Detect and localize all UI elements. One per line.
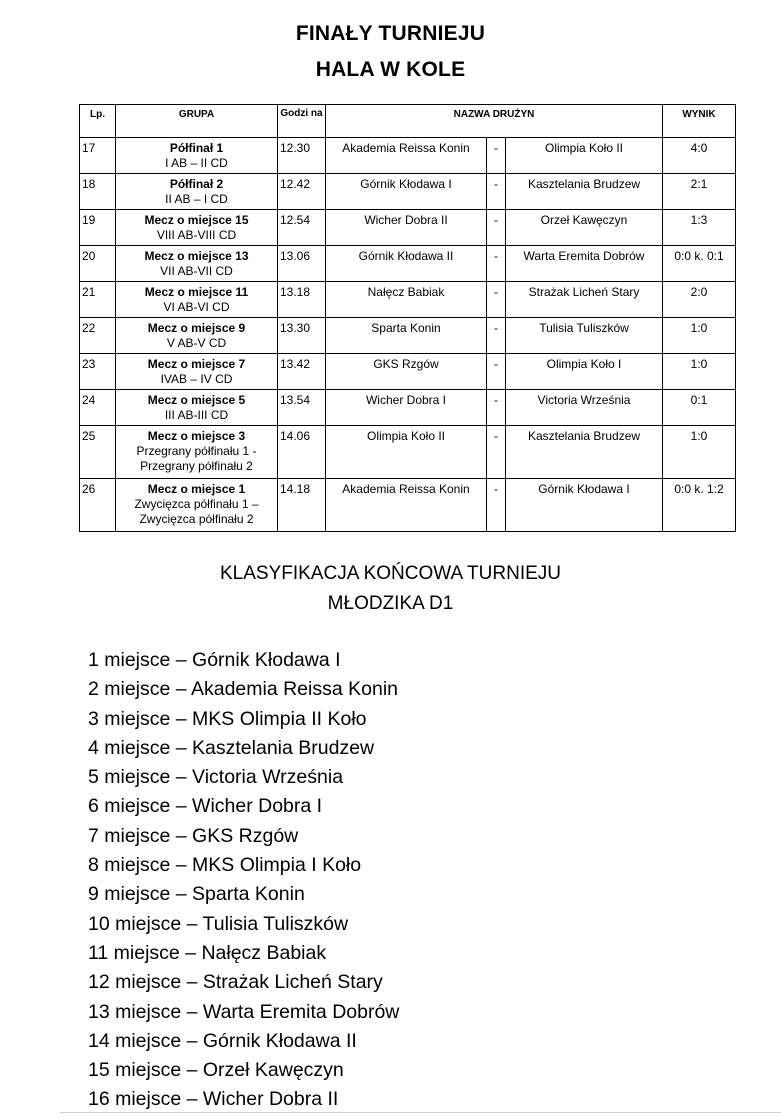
group-name: Mecz o miejsce 9 [147, 321, 246, 335]
header-grupa: GRUPA [116, 105, 278, 138]
row-number: 24 [80, 390, 116, 426]
standings-item: 10 miejsce – Tulisia Tuliszków [88, 912, 349, 935]
row-number: 22 [80, 318, 116, 354]
row-result: 0:0 k. 0:1 [663, 246, 736, 282]
row-result: 1:0 [663, 354, 736, 390]
header-lp: Lp. [80, 105, 116, 138]
classification-subtitle: MŁODZIKA D1 [327, 593, 454, 614]
row-team-away: Kasztelania Brudzew [506, 174, 663, 210]
row-team-home: Olimpia Koło II [326, 426, 487, 479]
page-edge-divider [60, 1112, 781, 1113]
standings-item: 5 miejsce – Victoria Września [88, 766, 344, 789]
row-time: 14.18 [278, 479, 326, 532]
row-number: 25 [80, 426, 116, 479]
group-name: Mecz o miejsce 11 [144, 285, 249, 299]
group-pairing: IVAB – IV CD [160, 372, 233, 386]
row-team-home: Nałęcz Babiak [326, 282, 487, 318]
row-team-home: Górnik Kłodawa II [326, 246, 487, 282]
group-name: Mecz o miejsce 3 [147, 429, 246, 443]
row-time: 13.18 [278, 282, 326, 318]
row-team-away: Górnik Kłodawa I [506, 479, 663, 532]
group-name: Mecz o miejsce 13 [144, 249, 249, 263]
standings-item: 11 miejsce – Nałęcz Babiak [88, 941, 327, 964]
row-team-away: Orzeł Kawęczyn [506, 210, 663, 246]
row-number: 20 [80, 246, 116, 282]
row-team-home: Wicher Dobra I [326, 390, 487, 426]
row-result: 1:0 [663, 426, 736, 479]
row-time: 14.06 [278, 426, 326, 479]
table-row [80, 354, 736, 390]
table-row [80, 318, 736, 354]
table-row [80, 479, 736, 532]
row-group [116, 479, 278, 532]
group-pairing: V AB-V CD [166, 336, 227, 350]
standings-item: 9 miejsce – Sparta Konin [88, 883, 305, 906]
standings-item: 7 miejsce – GKS Rzgów [88, 824, 299, 847]
row-number: 19 [80, 210, 116, 246]
standings-item: 13 miejsce – Warta Eremita Dobrów [88, 1000, 400, 1023]
row-time: 13.42 [278, 354, 326, 390]
table-row [80, 246, 736, 282]
header-druzyny: NAZWA DRUŻYN [326, 105, 663, 138]
row-group [116, 210, 278, 246]
row-result: 0:0 k. 1:2 [663, 479, 736, 532]
table-row [80, 390, 736, 426]
group-name: Półfinał 1 [169, 141, 224, 155]
row-separator: - [487, 426, 506, 479]
group-pairing: III AB-III CD [164, 408, 229, 422]
row-result: 0:1 [663, 390, 736, 426]
row-result: 1:0 [663, 318, 736, 354]
standings-item: 8 miejsce – MKS Olimpia I Koło [88, 854, 362, 877]
row-time: 12.54 [278, 210, 326, 246]
table-row [80, 174, 736, 210]
row-time: 13.06 [278, 246, 326, 282]
row-group [116, 426, 278, 479]
row-team-away: Strażak Licheń Stary [506, 282, 663, 318]
table-row [80, 426, 736, 479]
standings-item: 3 miejsce – MKS Olimpia II Koło [88, 707, 367, 730]
row-team-away: Kasztelania Brudzew [506, 426, 663, 479]
row-time: 13.54 [278, 390, 326, 426]
row-result: 2:0 [663, 282, 736, 318]
row-number: 23 [80, 354, 116, 390]
group-pairing: II AB – I CD [165, 192, 228, 206]
standings-list [88, 648, 399, 1117]
standings-item: 1 miejsce – Górnik Kłodawa I [88, 649, 341, 671]
row-team-home: Górnik Kłodawa I [326, 174, 487, 210]
results-table [79, 104, 736, 532]
header-wynik: WYNIK [663, 105, 736, 138]
group-pairing: VI AB-VI CD [163, 300, 230, 314]
row-separator: - [487, 282, 506, 318]
standings-item: 14 miejsce – Górnik Kłodawa II [88, 1029, 357, 1052]
standings-item: 15 miejsce – Orzeł Kawęczyn [88, 1059, 344, 1082]
row-team-away: Warta Eremita Dobrów [506, 246, 663, 282]
row-separator: - [487, 174, 506, 210]
row-team-home: Wicher Dobra II [326, 210, 487, 246]
standings-item: 4 miejsce – Kasztelania Brudzew [88, 736, 375, 759]
table-header-row [80, 105, 736, 138]
row-result: 2:1 [663, 174, 736, 210]
row-separator: - [487, 354, 506, 390]
row-separator: - [487, 390, 506, 426]
group-pairing: VII AB-VII CD [160, 264, 233, 278]
row-team-away: Victoria Września [506, 390, 663, 426]
row-result: 1:3 [663, 210, 736, 246]
row-group [116, 138, 278, 174]
row-time: 12.42 [278, 174, 326, 210]
standings-item: 16 miejsce – Wicher Dobra II [88, 1088, 339, 1111]
row-group [116, 318, 278, 354]
row-separator: - [487, 318, 506, 354]
group-name: Półfinał 2 [169, 177, 224, 191]
row-team-away: Tulisia Tuliszków [506, 318, 663, 354]
standings-item: 6 miejsce – Wicher Dobra I [88, 795, 323, 818]
row-separator: - [487, 210, 506, 246]
classification-title: KLASYFIKACJA KOŃCOWA TURNIEJU [219, 563, 562, 584]
row-team-away: Olimpia Koło II [506, 138, 663, 174]
group-pairing: I AB – II CD [165, 156, 228, 170]
row-time: 12.30 [278, 138, 326, 174]
row-team-home: Akademia Reissa Konin [326, 138, 487, 174]
table-row [80, 138, 736, 174]
row-team-home: GKS Rzgów [326, 354, 487, 390]
row-group [116, 354, 278, 390]
row-number: 26 [80, 479, 116, 532]
group-pairing: Przegrany półfinału 2 [140, 459, 253, 473]
row-team-home: Akademia Reissa Konin [326, 479, 487, 532]
row-number: 17 [80, 138, 116, 174]
standings-item: 12 miejsce – Strażak Licheń Stary [88, 971, 383, 994]
group-name: Mecz o miejsce 7 [147, 357, 246, 371]
row-group [116, 282, 278, 318]
group-pairing: VIII AB-VIII CD [156, 228, 237, 242]
row-group [116, 174, 278, 210]
group-name: Mecz o miejsce 1 [147, 482, 246, 496]
group-pairing: Zwycięzca półfinału 1 – [134, 497, 259, 511]
group-name: Mecz o miejsce 5 [147, 393, 246, 407]
row-group [116, 390, 278, 426]
group-pairing: Zwycięzca półfinału 2 [139, 512, 254, 526]
row-time: 13.30 [278, 318, 326, 354]
page-title: FINAŁY TURNIEJU [295, 22, 486, 45]
group-name: Mecz o miejsce 15 [144, 213, 249, 227]
row-separator: - [487, 246, 506, 282]
table-row [80, 282, 736, 318]
row-group [116, 246, 278, 282]
row-team-away: Olimpia Koło I [506, 354, 663, 390]
page-subtitle: HALA W KOLE [315, 58, 466, 81]
table-row [80, 210, 736, 246]
standings-item: 2 miejsce – Akademia Reissa Konin [88, 678, 398, 701]
header-godzina: Godzi na [278, 105, 326, 138]
row-separator: - [487, 479, 506, 532]
row-team-home: Sparta Konin [326, 318, 487, 354]
row-separator: - [487, 138, 506, 174]
row-result: 4:0 [663, 138, 736, 174]
row-number: 21 [80, 282, 116, 318]
group-pairing: Przegrany półfinału 1 - [136, 444, 257, 458]
row-number: 18 [80, 174, 116, 210]
